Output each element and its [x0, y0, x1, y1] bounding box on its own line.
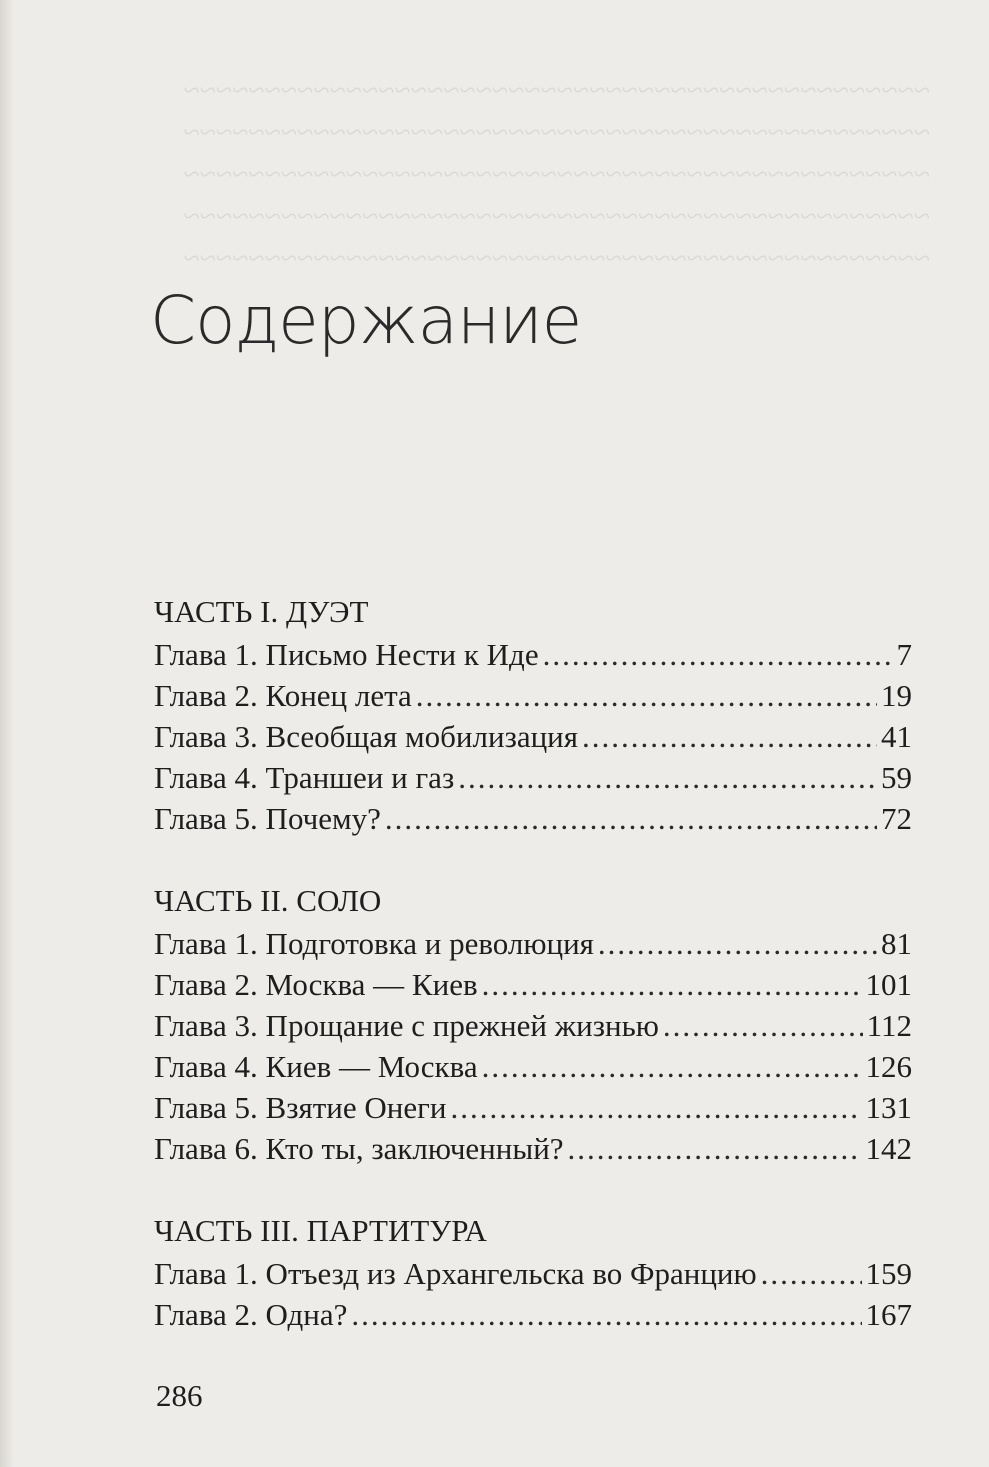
- toc-entry[interactable]: [154, 1128, 912, 1169]
- chapter-title: Глава 3. Прощание с прежней жизнью: [154, 1008, 659, 1043]
- chapter-title: Глава 5. Почему?: [154, 801, 381, 836]
- chapter-page-number: 41: [881, 719, 912, 754]
- chapter-page-number: 72: [881, 801, 912, 836]
- chapter-page-number: 59: [881, 760, 912, 795]
- toc-entry[interactable]: [154, 1005, 912, 1046]
- dot-leader: [568, 1128, 862, 1169]
- chapter-page-number: 112: [866, 1008, 912, 1043]
- chapter-page-number: 81: [881, 926, 912, 961]
- toc-entry[interactable]: [154, 634, 912, 675]
- chapter-page-number: 19: [881, 678, 912, 713]
- dot-leader: [416, 675, 877, 716]
- chapter-page-number: 126: [865, 1049, 912, 1084]
- toc-entry[interactable]: [154, 1253, 912, 1294]
- chapter-title: Глава 4. Траншеи и газ: [154, 760, 455, 795]
- chapter-title: Глава 2. Одна?: [154, 1297, 348, 1332]
- chapter-page-number: 7: [896, 637, 912, 672]
- toc-entry[interactable]: [154, 798, 912, 839]
- toc-entry[interactable]: [154, 1294, 912, 1335]
- toc-entry[interactable]: [154, 964, 912, 1005]
- toc-entry[interactable]: [154, 1046, 912, 1087]
- chapter-page-number: 131: [865, 1090, 912, 1125]
- show-through-text: ~~~~~~~~~~~~~~~~~~~~~~~~~~~~~~~~~~~~~~~~~~~~~~ ~~~~~~~~~~~~~~~~~~~~~~~~~~~~~~~~~~~~~~~~~~~~~~ ~~~~~~~~~~~~~~~~~~~~~~~~~~~~~~~~~~~~~~~~~~~~~~ ~~~~~~~~~~~~~~~~~~~~~~~~~~~~~~~~~~~~~~~~~~~~~~ ~~~~~~~~~~~~~~~~~~~~~~~~~~~~~~~~~~~~~~~~~~~~~~: [183, 74, 930, 275]
- dot-leader: [458, 757, 877, 798]
- chapter-title: Глава 1. Отъезд из Архангельска во Францию: [154, 1256, 757, 1291]
- chapter-title: Глава 1. Подготовка и революция: [154, 926, 594, 961]
- chapter-page-number: 142: [865, 1131, 912, 1166]
- chapter-title: Глава 1. Письмо Нести к Иде: [154, 637, 539, 672]
- chapter-page-number: 101: [865, 967, 912, 1002]
- chapter-page-number: 167: [865, 1297, 912, 1332]
- toc-entry[interactable]: [154, 923, 912, 964]
- toc-entry[interactable]: [154, 757, 912, 798]
- dot-leader: [761, 1253, 862, 1294]
- toc-entry[interactable]: [154, 1087, 912, 1128]
- folio-page-number: 286: [156, 1378, 203, 1413]
- dot-leader: [450, 1087, 861, 1128]
- chapter-title: Глава 2. Конец лета: [154, 678, 412, 713]
- chapter-title: Глава 3. Всеобщая мобилизация: [154, 719, 579, 754]
- dot-leader: [482, 1046, 862, 1087]
- page-title: Содержание: [150, 282, 582, 359]
- page-edge: [0, 0, 14, 1467]
- dot-leader: [598, 923, 877, 964]
- table-of-contents: [154, 590, 912, 1335]
- chapter-title: Глава 2. Москва — Киев: [154, 967, 478, 1002]
- dot-leader: [351, 1294, 861, 1335]
- part-heading: ЧАСТЬ I. ДУЭТ: [154, 594, 369, 629]
- toc-entry[interactable]: [154, 716, 912, 757]
- chapter-page-number: 159: [865, 1256, 912, 1291]
- part-heading: ЧАСТЬ II. СОЛО: [154, 883, 382, 918]
- chapter-title: Глава 4. Киев — Москва: [154, 1049, 478, 1084]
- chapter-title: Глава 6. Кто ты, заключенный?: [154, 1131, 564, 1166]
- part-heading: ЧАСТЬ III. ПАРТИТУРА: [154, 1213, 487, 1248]
- dot-leader: [663, 1005, 863, 1046]
- dot-leader: [582, 716, 877, 757]
- dot-leader: [482, 964, 862, 1005]
- dot-leader: [385, 798, 877, 839]
- dot-leader: [543, 634, 893, 675]
- chapter-title: Глава 5. Взятие Онеги: [154, 1090, 447, 1125]
- toc-entry[interactable]: [154, 675, 912, 716]
